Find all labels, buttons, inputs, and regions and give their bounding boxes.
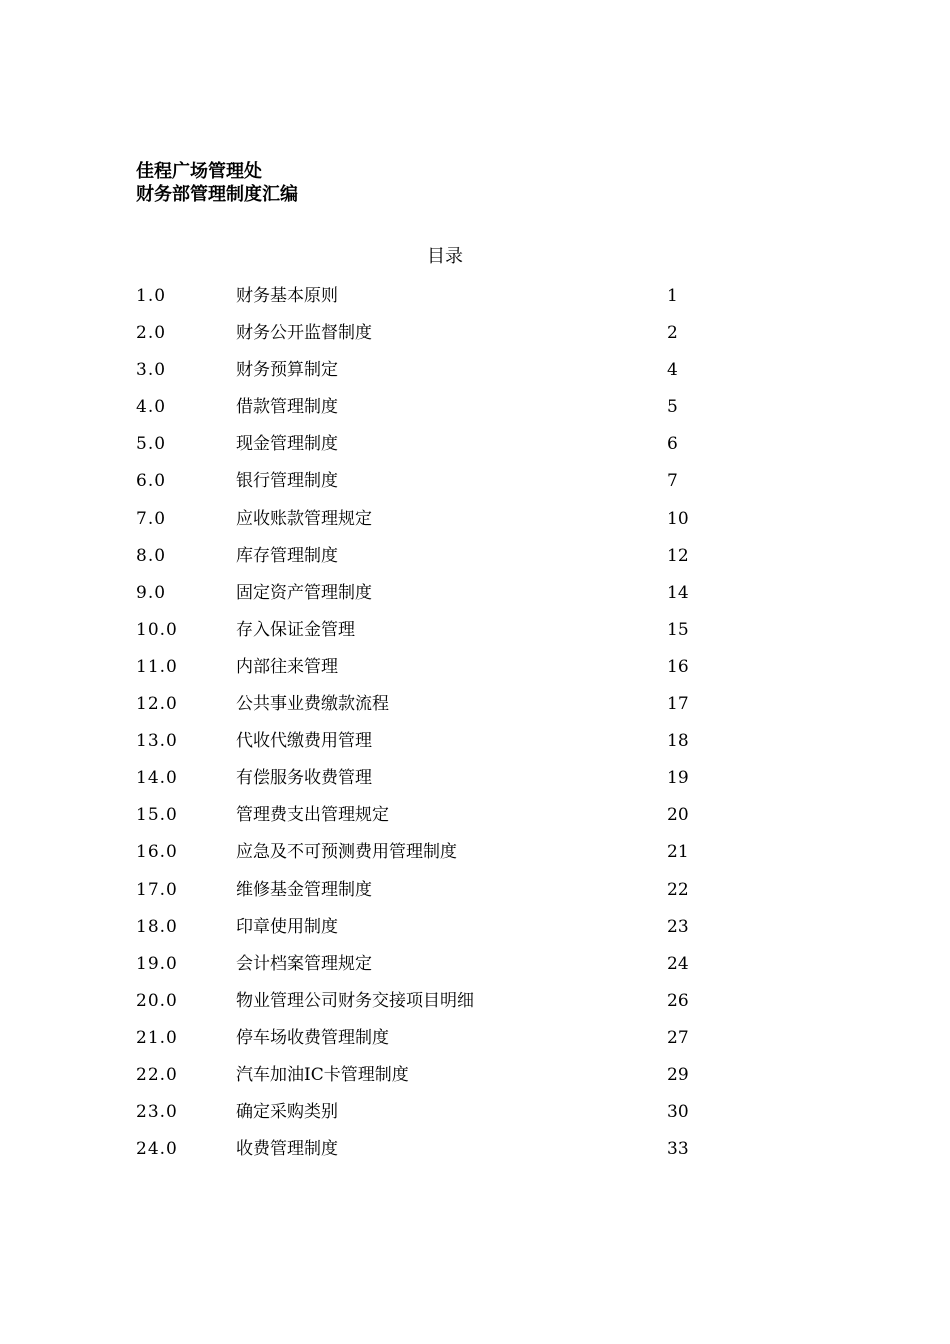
toc-item-number: 21.0 [136,1027,178,1048]
organization-name: 佳程广场管理处 [136,161,262,182]
toc-item-page: 16 [667,656,689,677]
toc-item-title: 借款管理制度 [236,397,338,418]
toc-item-number: 3.0 [136,360,167,381]
toc-item-page: 29 [667,1064,689,1085]
toc-item-number: 15.0 [136,805,178,826]
toc-item-title: 维修基金管理制度 [236,879,372,900]
toc-item[interactable] [136,357,696,394]
toc-item-number: 12.0 [136,694,178,715]
toc-item-page: 24 [667,953,689,974]
toc-item-title: 公共事业费缴款流程 [236,694,389,715]
toc-item-page: 15 [667,619,689,640]
toc-item[interactable] [136,988,696,1025]
toc-item-page: 19 [667,768,689,789]
toc-item-page: 33 [667,1139,689,1160]
toc-item-page: 26 [667,990,689,1011]
toc-item-title: 物业管理公司财务交接项目明细 [236,990,474,1011]
toc-item-number: 6.0 [136,471,167,492]
toc-item-title: 管理费支出管理规定 [236,805,389,826]
toc-item-number: 11.0 [136,656,178,677]
toc-item[interactable] [136,320,696,357]
toc-item-title: 应急及不可预测费用管理制度 [236,842,457,863]
toc-item-number: 10.0 [136,619,178,640]
toc-item-page: 4 [667,360,678,381]
toc-item-title: 应收账款管理规定 [236,508,372,529]
toc-item-number: 2.0 [136,323,167,344]
toc-item[interactable] [136,914,696,951]
toc-item-page: 27 [667,1027,689,1048]
toc-item-title: 现金管理制度 [236,434,338,455]
toc-item-number: 23.0 [136,1102,178,1123]
toc-item-title: 汽车加油IC卡管理制度 [236,1064,409,1085]
toc-list [136,283,696,1173]
toc-item[interactable] [136,691,696,728]
toc-item-number: 22.0 [136,1064,178,1085]
toc-item-number: 14.0 [136,768,178,789]
toc-title: 目录 [427,246,463,267]
toc-item-number: 7.0 [136,508,167,529]
toc-item[interactable] [136,283,696,320]
toc-item[interactable] [136,1062,696,1099]
toc-item[interactable] [136,1099,696,1136]
toc-item-page: 12 [667,545,689,566]
toc-item[interactable] [136,468,696,505]
toc-item-number: 13.0 [136,731,178,752]
toc-item-page: 1 [667,286,678,306]
toc-item-page: 17 [667,694,689,715]
toc-item-page: 6 [667,434,678,455]
toc-item-number: 19.0 [136,953,178,974]
toc-item-title: 固定资产管理制度 [236,582,372,603]
toc-item-title: 会计档案管理规定 [236,953,372,974]
toc-item[interactable] [136,506,696,543]
toc-item[interactable] [136,580,696,617]
toc-item-page: 7 [667,471,678,492]
toc-item-number: 1.0 [136,286,167,306]
toc-item-number: 9.0 [136,582,167,603]
toc-item-title: 财务预算制定 [236,360,338,381]
toc-item-number: 17.0 [136,879,178,900]
toc-item[interactable] [136,1136,696,1173]
toc-item-page: 30 [667,1102,689,1123]
toc-item-title: 内部往来管理 [236,656,338,677]
toc-item-number: 5.0 [136,434,167,455]
toc-item-title: 有偿服务收费管理 [236,768,372,789]
toc-item-number: 8.0 [136,545,167,566]
toc-item[interactable] [136,802,696,839]
toc-item[interactable] [136,765,696,802]
document-title: 财务部管理制度汇编 [136,184,298,205]
toc-item-page: 21 [667,842,689,863]
toc-item-title: 代收代缴费用管理 [236,731,372,752]
toc-item-page: 2 [667,323,678,344]
toc-item-title: 财务公开监督制度 [236,323,372,344]
toc-item[interactable] [136,431,696,468]
toc-item-page: 22 [667,879,689,900]
toc-item[interactable] [136,654,696,691]
toc-item-page: 10 [667,508,689,529]
toc-item-number: 18.0 [136,916,178,937]
toc-item[interactable] [136,394,696,431]
toc-item-title: 库存管理制度 [236,545,338,566]
toc-item[interactable] [136,1025,696,1062]
toc-item-title: 银行管理制度 [236,471,338,492]
toc-item-page: 5 [667,397,678,418]
toc-item-page: 20 [667,805,689,826]
toc-item-page: 18 [667,731,689,752]
toc-item[interactable] [136,839,696,876]
document-header [136,160,298,206]
toc-item-number: 4.0 [136,397,167,418]
toc-item-page: 23 [667,916,689,937]
toc-item-title: 存入保证金管理 [236,619,355,640]
toc-item-title: 收费管理制度 [236,1139,338,1160]
toc-item-title: 停车场收费管理制度 [236,1027,389,1048]
toc-item[interactable] [136,543,696,580]
toc-item-number: 20.0 [136,990,178,1011]
toc-item[interactable] [136,951,696,988]
toc-item-title: 印章使用制度 [236,916,338,937]
toc-item-page: 14 [667,582,689,603]
toc-item[interactable] [136,617,696,654]
toc-item-title: 财务基本原则 [236,286,338,306]
toc-item-number: 16.0 [136,842,178,863]
toc-item-number: 24.0 [136,1139,178,1160]
toc-item[interactable] [136,877,696,914]
toc-item[interactable] [136,728,696,765]
toc-item-title: 确定采购类别 [236,1102,338,1123]
